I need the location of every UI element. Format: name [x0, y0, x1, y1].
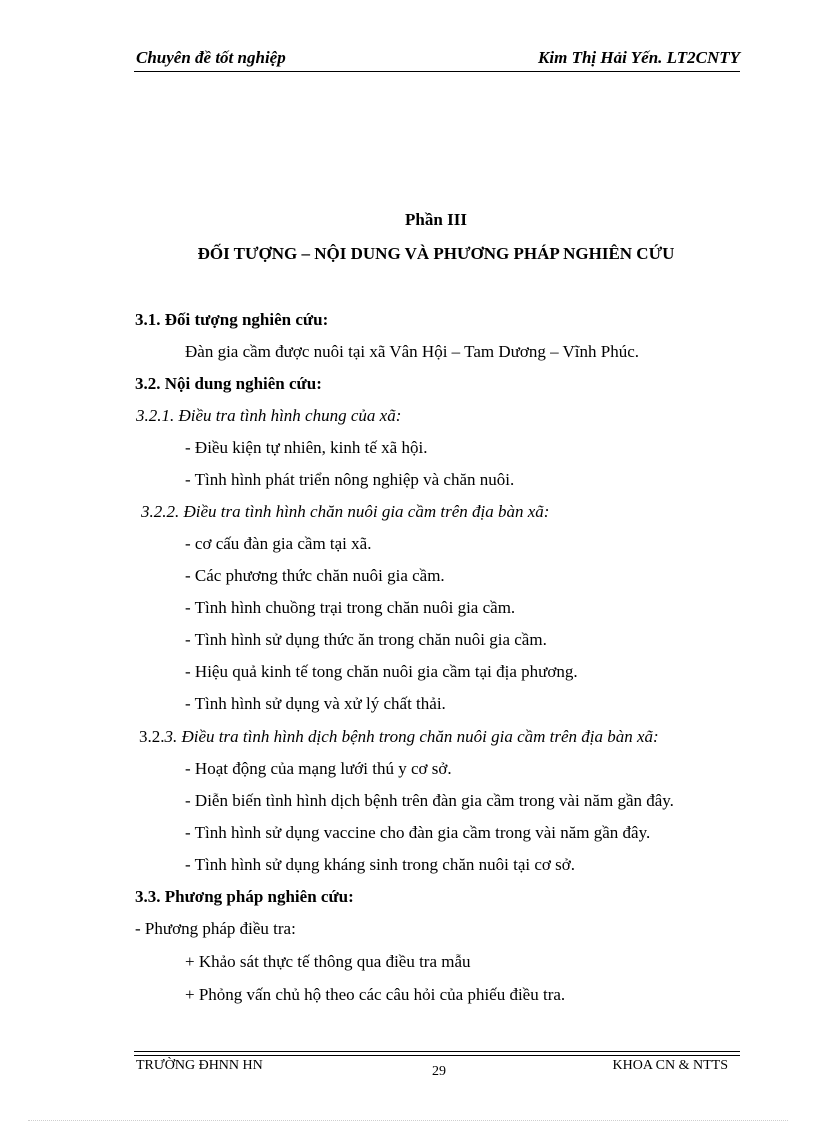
list-item: - Tình hình sử dụng thức ăn trong chăn nuôi gia cầm. [185, 630, 547, 649]
list-item: - Tình hình chuồng trại trong chăn nuôi gia cầm. [185, 598, 516, 617]
section-3-2-heading: 3.2. Nội dung nghiên cứu: [135, 374, 322, 393]
footer-rule-thin [134, 1055, 740, 1056]
list-item: - Các phương thức chăn nuôi gia cầm. [185, 566, 445, 585]
footer-school: TRƯỜNG ĐHNN HN [136, 1058, 263, 1073]
list-item: - Hoạt động của mạng lưới thú y cơ sở. [185, 759, 452, 778]
header-author: Kim Thị Hải Yến. LT2CNTY [538, 48, 740, 67]
list-item: - Diễn biến tình hình dịch bệnh trên đàn gia cầm trong vài năm gần đây. [185, 791, 674, 810]
list-item: - Tình hình sử dụng vaccine cho đàn gia cầm trong vài năm gần đây. [185, 823, 651, 842]
section-3-2-1-heading: 3.2.1. Điều tra tình hình chung của xã: [136, 406, 402, 425]
list-item: - Tình hình sử dụng kháng sinh trong chăn nuôi tại cơ sở. [185, 855, 575, 874]
list-item: + Phỏng vấn chủ hộ theo các câu hỏi của phiếu điều tra. [185, 985, 566, 1004]
section-3-1-heading: 3.1. Đối tượng nghiên cứu: [135, 310, 329, 329]
list-item: - cơ cấu đàn gia cầm tại xã. [185, 534, 372, 553]
section-3-2-3-heading [139, 726, 659, 748]
list-item: - Điều kiện tự nhiên, kinh tế xã hội. [185, 438, 428, 457]
page-number: 29 [432, 1064, 446, 1079]
footer-faculty: KHOA CN & NTTS [612, 1058, 728, 1073]
part-title: Phần III [405, 210, 467, 229]
page-edge-dotted [28, 1120, 788, 1121]
section-3-2-3-number: 3.2. [139, 727, 165, 746]
section-3-1-text: Đàn gia cầm được nuôi tại xã Vân Hội – Tam Dương – Vĩnh Phúc. [185, 342, 640, 361]
footer-rule [134, 1051, 740, 1052]
method-label: - Phương pháp điều tra: [135, 919, 296, 938]
header-rule [134, 71, 740, 72]
chapter-title: ĐỐI TƯỢNG – NỘI DUNG VÀ PHƯƠNG PHÁP NGHIÊN CỨU [197, 244, 675, 263]
list-item: - Tình hình sử dụng và xử lý chất thải. [185, 694, 446, 713]
list-item: - Tình hình phát triển nông nghiệp và chăn nuôi. [185, 470, 515, 489]
page-header [134, 48, 740, 72]
list-item: + Khảo sát thực tế thông qua điều tra mẫu [185, 952, 471, 971]
section-3-2-3-title: 3. Điều tra tình hình dịch bệnh trong chăn nuôi gia cầm trên địa bàn xã: [164, 727, 659, 746]
list-item: - Hiệu quả kinh tế tong chăn nuôi gia cầm tại địa phương. [185, 662, 578, 681]
section-3-3-heading: 3.3. Phương pháp nghiên cứu: [135, 887, 354, 906]
header-document-type: Chuyên đề tốt nghiệp [136, 48, 286, 67]
section-3-2-2-heading: 3.2.2. Điều tra tình hình chăn nuôi gia cầm trên địa bàn xã: [141, 502, 550, 521]
